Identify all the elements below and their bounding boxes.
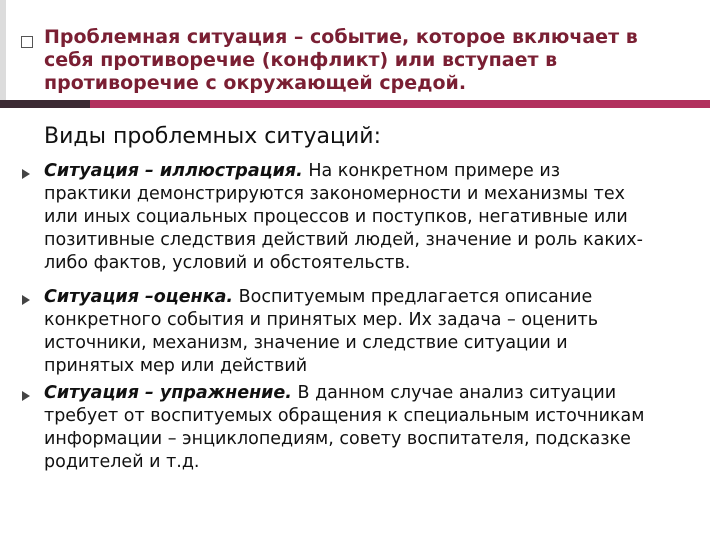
item-term: Ситуация –оценка. bbox=[44, 287, 234, 307]
item-line: практики демонстрируются закономерности и механизмы тех bbox=[44, 184, 625, 204]
list-item-text bbox=[44, 160, 708, 275]
square-bullet-icon bbox=[21, 36, 33, 48]
header-divider-accent bbox=[0, 100, 90, 108]
item-line: принятых мер или действий bbox=[44, 356, 308, 376]
item-line: требует от воспитуемых обращения к специальным источникам bbox=[44, 406, 645, 426]
item-line: позитивные следствия действий людей, значение и роль каких- bbox=[44, 230, 643, 250]
list-item-text bbox=[44, 286, 708, 378]
arrow-bullet-icon bbox=[22, 295, 30, 305]
item-line: родителей и т.д. bbox=[44, 452, 200, 472]
item-term: Ситуация – иллюстрация. bbox=[44, 161, 303, 181]
item-line: информации – энциклопедиям, совету воспитателя, подсказке bbox=[44, 429, 631, 449]
header-divider bbox=[0, 100, 710, 108]
header-line: противоречие с окружающей средой. bbox=[44, 72, 467, 94]
item-line: или иных социальных процессов и поступков, негативные или bbox=[44, 207, 628, 227]
section-title: Виды проблемных ситуаций: bbox=[44, 124, 381, 149]
header-line: Проблемная ситуация – событие, которое включает в bbox=[44, 26, 638, 48]
header-text bbox=[44, 26, 704, 95]
arrow-bullet-icon bbox=[22, 169, 30, 179]
header-block bbox=[0, 0, 720, 100]
item-line: либо фактов, условий и обстоятельств. bbox=[44, 253, 411, 273]
item-term: Ситуация – упражнение. bbox=[44, 383, 292, 403]
item-line: источники, механизм, значение и следствие ситуации и bbox=[44, 333, 568, 353]
item-line: В данном случае анализ ситуации bbox=[291, 383, 617, 403]
left-accent-bar bbox=[0, 0, 6, 100]
item-line: Воспитуемым предлагается описание bbox=[233, 287, 593, 307]
item-line: конкретного события и принятых мер. Их задача – оценить bbox=[44, 310, 599, 330]
arrow-bullet-icon bbox=[22, 391, 30, 401]
item-line: На конкретном примере из bbox=[302, 161, 561, 181]
header-line: себя противоречие (конфликт) или вступает в bbox=[44, 49, 558, 71]
list-item-text bbox=[44, 382, 708, 474]
